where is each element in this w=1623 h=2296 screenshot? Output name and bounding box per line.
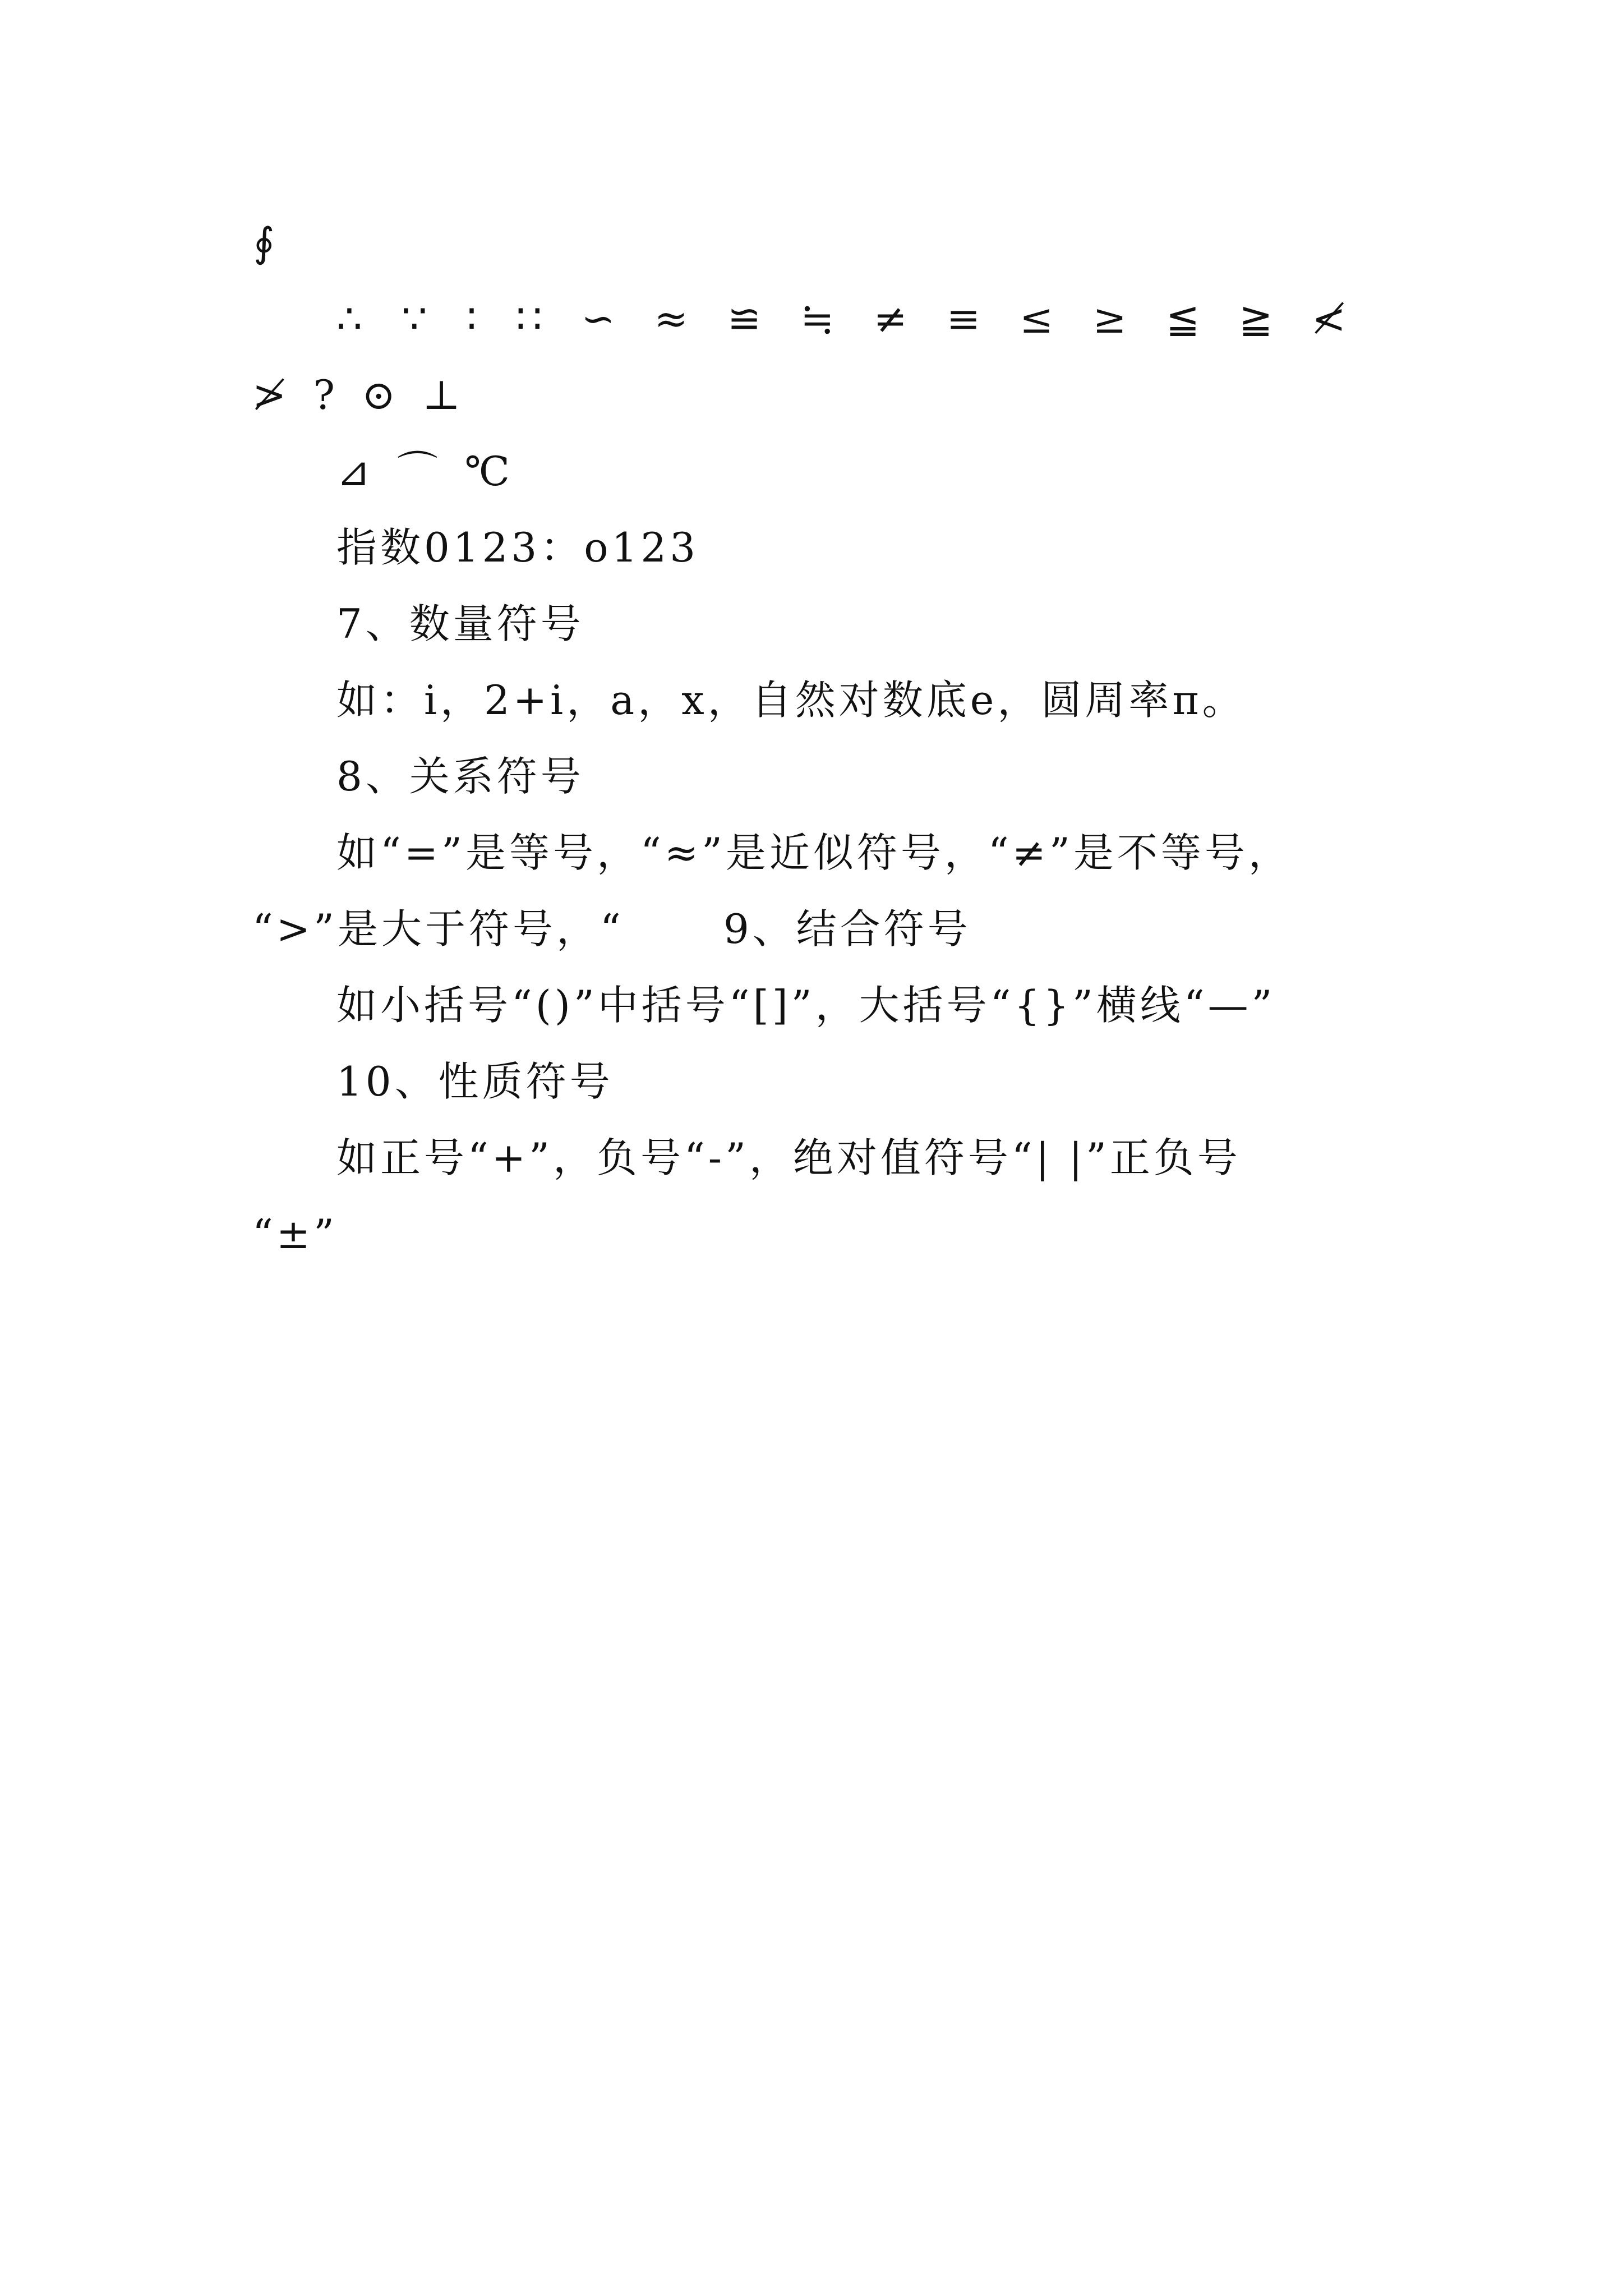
math-symbol: ≒	[800, 295, 834, 342]
math-symbol: ≠	[873, 295, 907, 342]
math-symbol: ⊿	[336, 448, 371, 495]
paragraph-10-line-1: 如正号“+”，负号“-”，绝对值符号“| |”正负号	[336, 1134, 1241, 1181]
math-symbol: ≧	[1239, 295, 1273, 342]
paragraph-8-line-2: “>”是大于符号，“	[252, 905, 624, 953]
paragraph-8-line-1: 如“=”是等号，“≈”是近似符号，“≠”是不等号，	[336, 829, 1292, 876]
math-symbol: ∵	[401, 295, 427, 342]
math-symbol: ≦	[1165, 295, 1200, 342]
symbols-row-2	[252, 368, 487, 422]
math-symbol: ⊥	[422, 371, 460, 418]
math-symbol: ∷	[516, 295, 542, 342]
paragraph-9: 如小括号“()”中括号“[]”，大括号“{}”横线“—”	[336, 982, 1276, 1029]
line-integral-symbol: ∮	[253, 219, 278, 266]
exponent-line: 指数0123：o123	[336, 524, 699, 571]
paragraph-10-line-2: “±”	[252, 1211, 338, 1258]
math-symbol: ∶	[466, 295, 477, 342]
math-symbol: ℃	[464, 448, 510, 495]
heading-7: 7、数量符号	[336, 600, 584, 647]
math-symbol: ≥	[1092, 295, 1127, 342]
symbols-row-3	[336, 444, 537, 498]
heading-10: 10、性质符号	[336, 1058, 614, 1105]
paragraph-7: 如：i，2+i，a，x，自然对数底e，圆周率π。	[336, 677, 1246, 724]
math-symbol: ≈	[654, 295, 688, 342]
math-symbol: ≯	[252, 371, 287, 418]
math-symbol: ≮	[1312, 295, 1346, 342]
math-symbol: ≌	[727, 295, 762, 342]
math-symbol: ?	[313, 371, 335, 418]
math-symbol: ≡	[946, 295, 981, 342]
math-symbol: ∴	[336, 295, 362, 342]
math-symbol: ∽	[581, 295, 615, 342]
math-symbol: ⌒	[397, 448, 438, 495]
math-symbol: ⊙	[361, 371, 396, 418]
symbols-row-1	[336, 292, 1385, 346]
heading-8: 8、关系符号	[336, 753, 584, 800]
math-symbol: ≤	[1020, 295, 1054, 342]
heading-9: 9、结合符号	[723, 905, 971, 953]
